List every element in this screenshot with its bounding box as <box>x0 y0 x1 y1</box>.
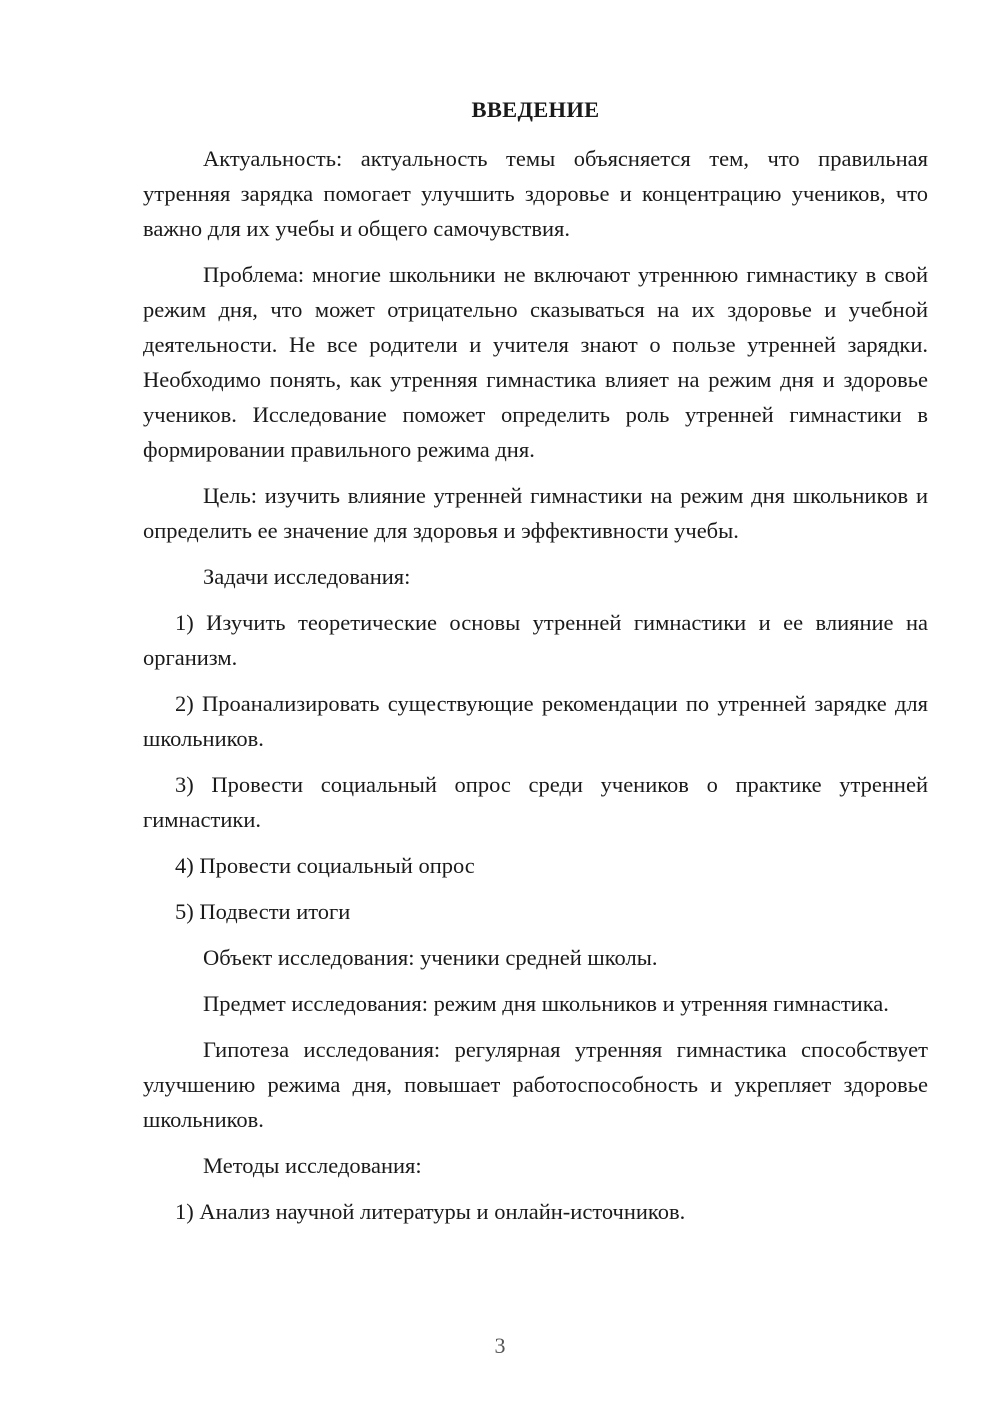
relevance-paragraph: Актуальность: актуальность темы объясняется тем, что правильная утренняя зарядка помогает улучшить здоровье и концентрацию учеников, что важно для их учебы и общего самочувствия. <box>143 146 928 241</box>
problem-paragraph: Проблема: многие школьники не включают утреннюю гимнастику в свой режим дня, что может отрицательно сказываться на их здоровье и учебной деятельности. Не все родители и учителя знают о пользе утренней зарядки. Необходимо понять, как утренняя гимнастика влияет на режим дня и здоровье учеников. Исследование поможет определить роль утренней гимнастики в формировании правильного режима дня. <box>143 262 928 462</box>
section-title: ВВЕДЕНИЕ <box>471 97 600 122</box>
task-item: 2) Проанализировать существующие рекомендации по утренней зарядке для школьников. <box>143 691 928 751</box>
task-item: 4) Провести социальный опрос <box>175 853 475 878</box>
document-page <box>143 92 928 1240</box>
page-number: 3 <box>494 1333 506 1358</box>
subject-paragraph: Предмет исследования: режим дня школьников и утренняя гимнастика. <box>203 991 889 1016</box>
hypothesis-paragraph: Гипотеза исследования: регулярная утренняя гимнастика способствует улучшению режима дня, повышает работоспособность и укрепляет здоровье школьников. <box>143 1037 928 1132</box>
object-paragraph: Объект исследования: ученики средней школы. <box>203 945 658 970</box>
task-item: 5) Подвести итоги <box>175 899 351 924</box>
methods-heading: Методы исследования: <box>203 1153 422 1178</box>
goal-paragraph: Цель: изучить влияние утренней гимнастики на режим дня школьников и определить ее значение для здоровья и эффективности учебы. <box>143 483 928 543</box>
task-item: 1) Изучить теоретические основы утренней гимнастики и ее влияние на организм. <box>143 610 928 670</box>
task-item: 3) Провести социальный опрос среди учеников о практике утренней гимнастики. <box>143 772 928 832</box>
method-item: 1) Анализ научной литературы и онлайн-источников. <box>175 1199 686 1224</box>
tasks-heading: Задачи исследования: <box>203 564 411 589</box>
